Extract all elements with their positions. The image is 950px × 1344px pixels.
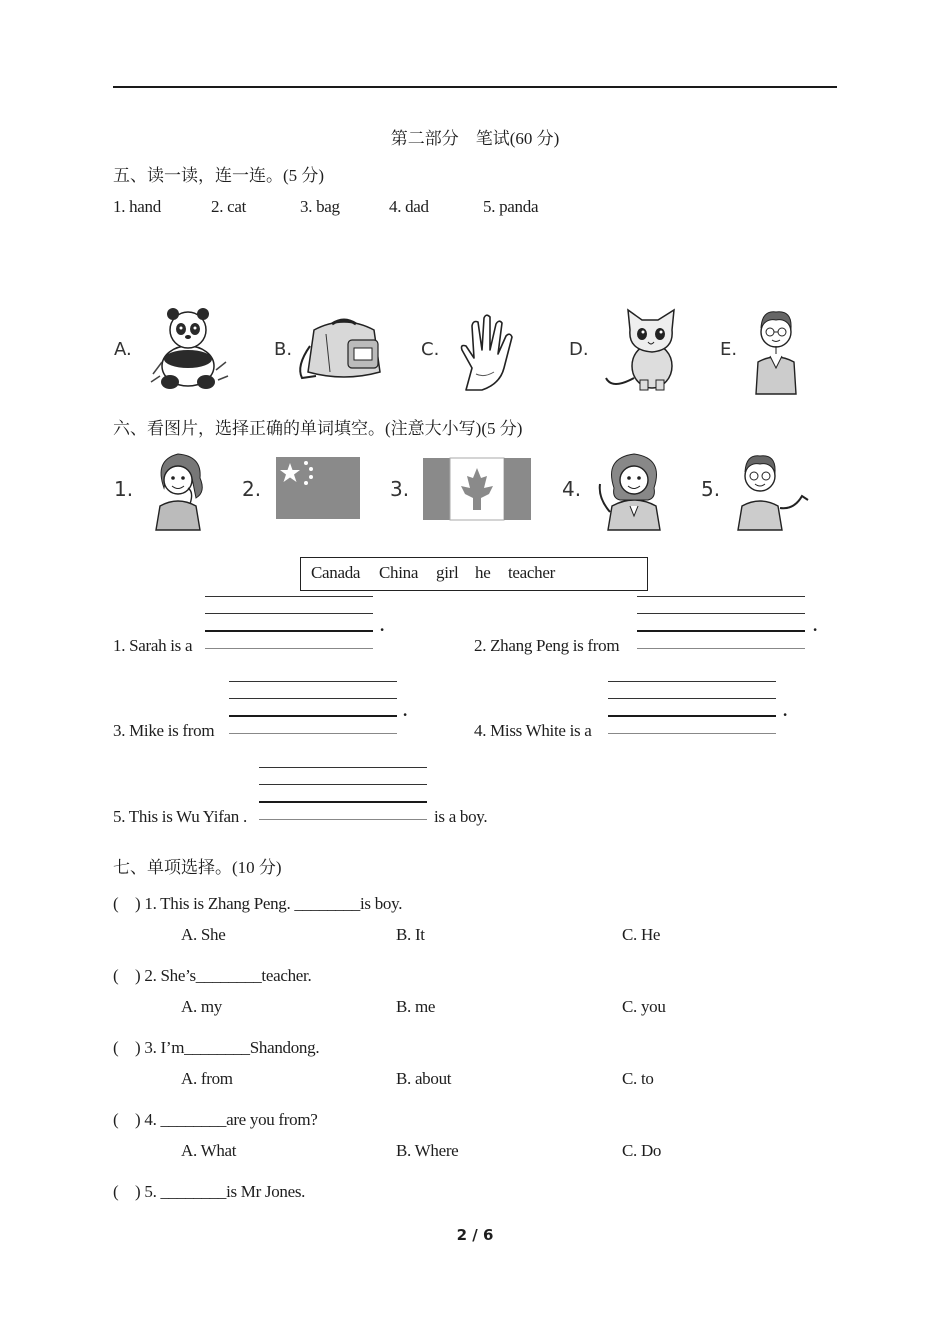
option-a[interactable]: A. She [181, 925, 226, 944]
writing-lines-5[interactable] [259, 767, 427, 821]
option-c[interactable]: C. you [622, 997, 666, 1016]
question-3: ( ) 3. I’m________Shandong. [113, 1038, 320, 1057]
word-item: 3. bag [300, 197, 340, 216]
header-rule [113, 86, 837, 88]
picture-number: 1. [114, 477, 134, 501]
china-flag-icon [276, 457, 360, 519]
option-c[interactable]: C. Do [622, 1141, 662, 1160]
man-icon [748, 306, 804, 394]
word-item: 2. cat [211, 197, 247, 216]
option-c[interactable]: C. to [622, 1069, 654, 1088]
picture-number: 5. [701, 477, 721, 501]
option-c[interactable]: C. He [622, 925, 661, 944]
word-bank-word: Canada [311, 563, 361, 582]
picture-letter: B. [274, 339, 293, 360]
word-bank-box [300, 557, 648, 591]
picture-number: 2. [242, 477, 262, 501]
sentence-end-1: . [380, 616, 384, 635]
picture-letter: A. [114, 339, 132, 360]
sentence-end-3: . [403, 701, 407, 720]
option-a[interactable]: A. What [181, 1141, 237, 1160]
fill-sentence-4: 4. Miss White is a [474, 721, 592, 740]
section6-heading: 六、看图片，选择正确的单词填空。(注意大小写)(5 分) [113, 419, 523, 438]
part-title: 第二部分 笔试(60 分) [390, 129, 560, 148]
boy-icon [734, 448, 810, 530]
picture-number: 3. [390, 477, 410, 501]
fill-sentence-3: 3. Mike is from [113, 721, 215, 740]
writing-lines-4[interactable] [608, 681, 776, 735]
backpack-icon [296, 316, 392, 384]
cat-icon [602, 308, 694, 392]
writing-lines-2[interactable] [637, 596, 805, 650]
picture-letter: C. [421, 339, 440, 360]
word-bank-word: he [475, 563, 491, 582]
panda-icon [148, 304, 230, 392]
canada-flag-icon [423, 458, 531, 520]
word-item: 1. hand [113, 197, 161, 216]
word-bank-word: girl [436, 563, 459, 582]
word-item: 4. dad [389, 197, 429, 216]
option-b[interactable]: B. me [396, 997, 436, 1016]
picture-number: 4. [562, 477, 582, 501]
sentence-end-5: is a boy. [434, 807, 488, 826]
option-a[interactable]: A. from [181, 1069, 233, 1088]
section7-heading: 七、单项选择。(10 分) [113, 858, 282, 877]
sentence-end-2: . [813, 616, 817, 635]
writing-lines-3[interactable] [229, 681, 397, 735]
word-bank-word: teacher [508, 563, 555, 582]
teacher-icon [594, 448, 674, 530]
fill-sentence-2: 2. Zhang Peng is from [474, 636, 620, 655]
fill-sentence-1: 1. Sarah is a [113, 636, 193, 655]
girl-icon [150, 448, 208, 530]
question-5: ( ) 5. ________is Mr Jones. [113, 1182, 306, 1201]
page-number: 2 / 6 [456, 1226, 494, 1244]
option-b[interactable]: B. about [396, 1069, 452, 1088]
question-4: ( ) 4. ________are you from? [113, 1110, 318, 1129]
word-item: 5. panda [483, 197, 539, 216]
option-b[interactable]: B. It [396, 925, 425, 944]
option-b[interactable]: B. Where [396, 1141, 459, 1160]
picture-letter: E. [720, 339, 738, 360]
fill-sentence-5: 5. This is Wu Yifan . [113, 807, 247, 826]
question-1: ( ) 1. This is Zhang Peng. ________is boy. [113, 894, 403, 913]
section5-heading: 五、读一读，连一连。(5 分) [113, 166, 325, 185]
option-a[interactable]: A. my [181, 997, 223, 1016]
picture-letter: D. [569, 339, 589, 360]
word-bank-word: China [379, 563, 419, 582]
hand-icon [452, 314, 518, 392]
writing-lines-1[interactable] [205, 596, 373, 650]
sentence-end-4: . [783, 701, 787, 720]
question-2: ( ) 2. She’s________teacher. [113, 966, 312, 985]
